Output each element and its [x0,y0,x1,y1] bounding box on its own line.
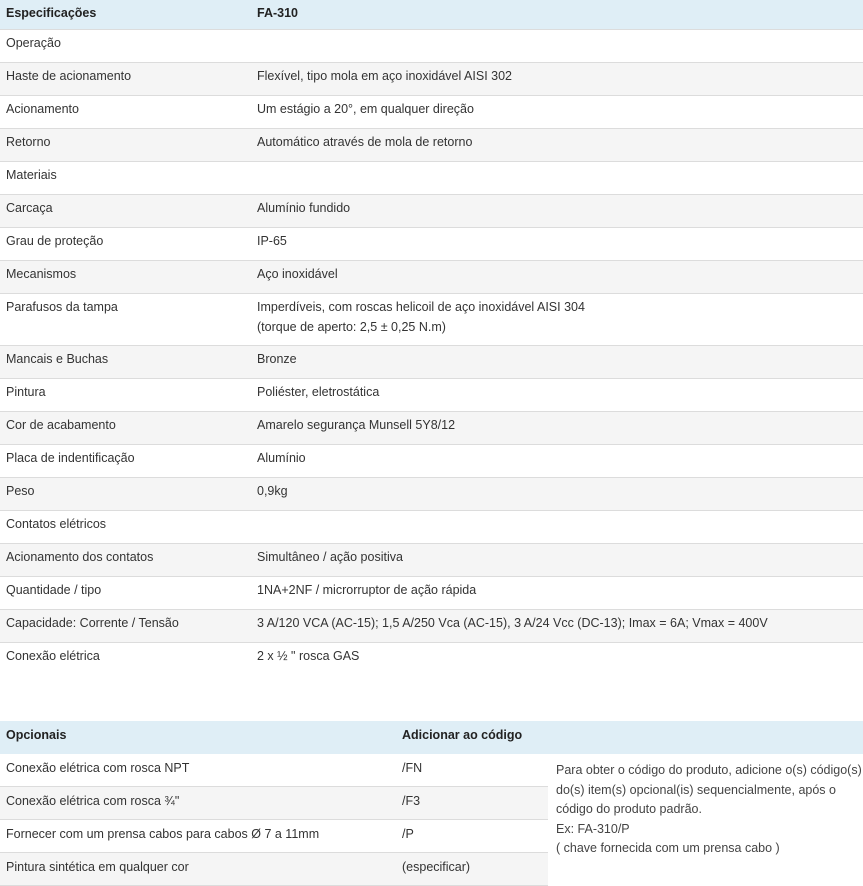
table-row [0,511,863,544]
option-label: Conexão elétrica com rosca NPT [6,761,190,775]
spec-label: Grau de proteção [6,234,104,248]
spec-label: Haste de acionamento [6,69,132,83]
spec-value: Flexível, tipo mola em aço inoxidável AISI 302 [257,69,512,83]
table-row [0,162,863,195]
table-row [0,379,863,412]
spec-value: Alumínio fundido [257,201,351,215]
spec-label: Parafusos da tampa [6,300,118,314]
spec-label: Acionamento [6,102,79,116]
option-label: Pintura sintética em qualquer cor [6,860,189,874]
note-line: Ex: FA-310/P [556,821,630,836]
spec-label: Mecanismos [6,267,77,281]
spec-value: Alumínio [257,451,306,465]
table-row [0,787,548,820]
table-row [0,195,863,228]
spec-label: Pintura [6,385,46,399]
specifications-header-label: Especificações [6,6,97,20]
table-row [0,853,548,886]
spec-value-line: Imperdíveis, com roscas helicoil de aço inoxidável AISI 304 [257,300,585,314]
note-line: Para obter o código do produto, adicione o(s) código(s) [556,763,862,777]
options-note [556,761,863,859]
table-row [0,544,863,577]
spec-value: IP-65 [257,234,287,248]
spec-value: 1NA+2NF / microrruptor de ação rápida [257,583,477,597]
spec-value: 2 x ½ " rosca GAS [257,649,360,663]
option-label: Conexão elétrica com rosca ¾" [6,794,180,808]
spec-label: Conexão elétrica [6,649,100,663]
spec-label: Quantidade / tipo [6,583,102,597]
spec-value: Automático através de mola de retorno [257,135,473,149]
table-row [0,820,548,853]
table-row [0,577,863,610]
option-code: /P [402,827,414,841]
spec-value: Poliéster, eletrostática [257,385,380,399]
spec-label: Cor de acabamento [6,418,116,432]
spec-label: Placa de indentificação [6,451,135,465]
specifications-header [0,0,863,30]
option-code: /FN [402,761,423,775]
spec-value: Amarelo segurança Munsell 5Y8/12 [257,418,456,432]
spec-label: Retorno [6,135,51,149]
options-header-code: Adicionar ao código [402,728,523,742]
table-row [0,346,863,379]
spec-value: Bronze [257,352,297,366]
table-row [0,478,863,511]
options-table [0,721,863,886]
spec-value: Simultâneo / ação positiva [257,550,403,564]
option-code: (especificar) [402,860,471,874]
option-code: /F3 [402,794,421,808]
options-body [0,754,863,886]
spec-label: Contatos elétricos [6,517,107,531]
table-row [0,261,863,294]
table-row [0,754,548,787]
table-row [0,643,863,676]
spec-label: Operação [6,36,61,50]
table-row [0,228,863,261]
options-header [0,721,863,754]
spec-label: Mancais e Buchas [6,352,109,366]
table-row [0,30,863,63]
spec-value: 3 A/120 VCA (AC-15); 1,5 A/250 Vca (AC-15), 3 A/24 Vcc (DC-13); Imax = 6A; Vmax = 400V [257,616,768,630]
table-row [0,294,863,346]
table-row [0,129,863,162]
options-header-label: Opcionais [6,728,67,742]
option-label: Fornecer com um prensa cabos para cabos Ø 7 a 11mm [6,827,320,841]
spec-label: Peso [6,484,35,498]
note-line: código do produto padrão. [556,802,702,816]
table-row [0,610,863,643]
spec-value: Um estágio a 20°, em qualquer direção [257,102,474,116]
spec-value-line: (torque de aperto: 2,5 ± 0,25 N.m) [257,320,446,334]
table-row [0,445,863,478]
spec-value [251,300,863,340]
spec-label: Carcaça [6,201,53,215]
spec-label: Materiais [6,168,57,182]
spec-label: Capacidade: Corrente / Tensão [6,616,179,630]
note-line: ( chave fornecida com um prensa cabo ) [556,841,780,855]
table-row [0,96,863,129]
specifications-header-model: FA-310 [257,6,298,20]
table-row [0,412,863,445]
spec-value: 0,9kg [257,484,288,498]
note-line: do(s) item(s) opcional(is) sequencialmente, após o [556,782,836,797]
spec-value: Aço inoxidável [257,267,338,281]
spec-label: Acionamento dos contatos [6,550,154,564]
table-row [0,63,863,96]
